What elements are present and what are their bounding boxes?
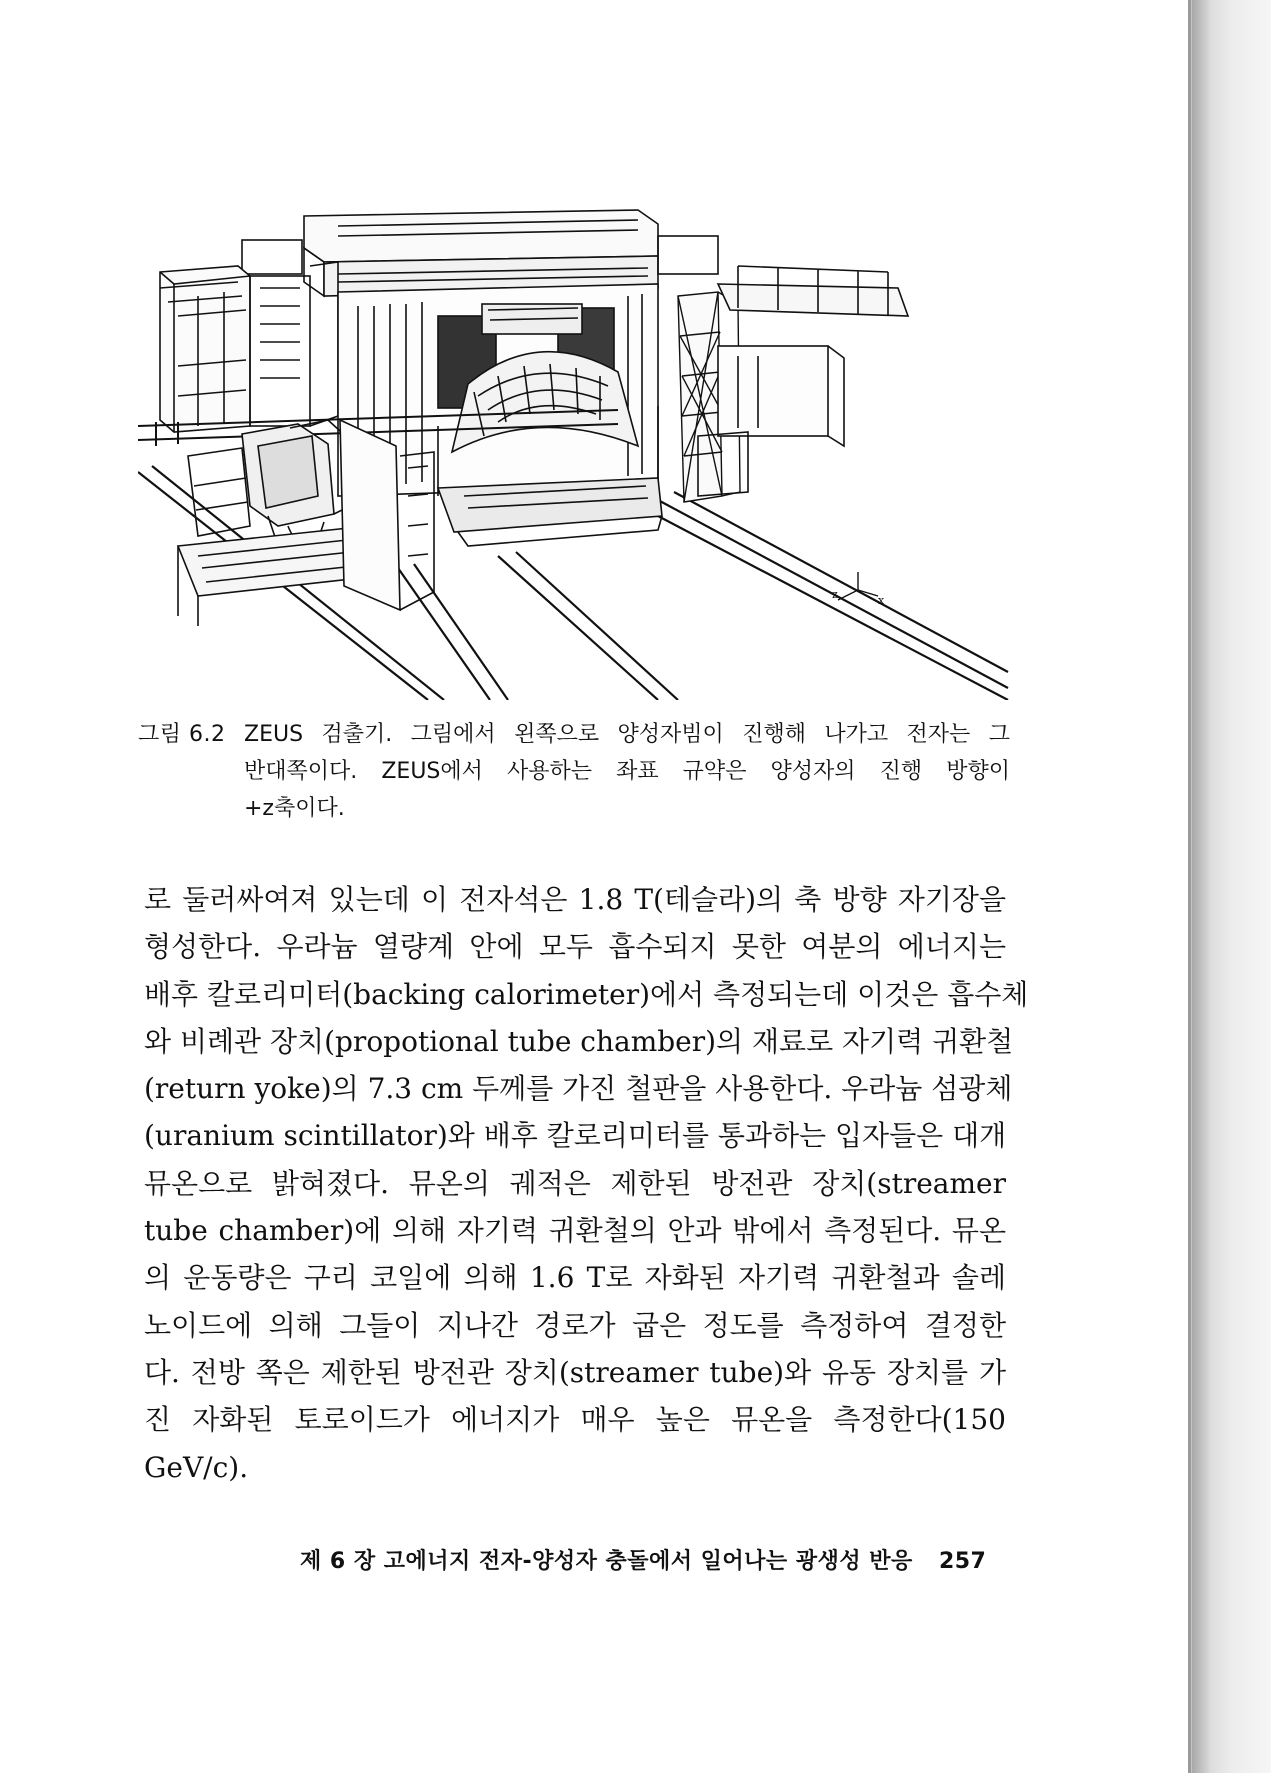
caption-line: 반대쪽이다. ZEUS에서 사용하는 좌표 규약은 양성자의 진행 방향이 [244,759,1010,784]
upper-yoke [242,210,718,296]
coordinate-axes [832,572,885,607]
body-line: GeV/c). [144,1450,249,1484]
page-binding-shadow [1192,0,1210,1773]
right-platform [698,266,908,496]
axis-z-label: z [832,588,838,601]
zeus-detector-figure [138,196,1010,700]
axis-x-label: x [878,594,885,607]
body-line: 와 비례관 장치(propotional tube chamber)의 재료로 자기력 귀환철 [144,1024,1014,1058]
body-line: 뮤온으로 밝혀졌다. 뮤온의 궤적은 제한된 방전관 장치(streamer [144,1166,1006,1200]
body-line: 형성한다. 우라늄 열량계 안에 모두 흡수되지 못한 여분의 에너지는 [144,930,1006,964]
caption-label: 그림 6.2 [138,722,226,747]
body-line: 의 운동량은 구리 코일에 의해 1.6 T로 자화된 자기력 귀환철과 솔레 [144,1261,1006,1295]
body-line: 다. 전방 쪽은 제한된 방전관 장치(streamer tube)와 유동 장치를 가 [144,1355,1006,1389]
body-line: (return yoke)의 7.3 cm 두께를 가진 철판을 사용한다. 우라늄 섬광체 [144,1072,1013,1106]
chapter-title: 제 6 장 고에너지 전자-양성자 충돌에서 일어나는 광생성 반응 [300,1549,913,1574]
body-line: (uranium scintillator)와 배후 칼로리미터를 통과하는 입자들은 대개 [144,1119,1007,1153]
body-line: 로 둘러싸여져 있는데 이 전자석은 1.8 T(테슬라)의 축 방향 자기장을 [144,883,1006,916]
body-line: 진 자화된 토로이드가 에너지가 매우 높은 뮤온을 측정한다(150 [144,1403,1006,1437]
running-footer [300,1544,987,1575]
body-line: 노이드에 의해 그들이 지나간 경로가 굽은 정도를 측정하여 결정한 [144,1308,1006,1342]
caption-line: +z축이다. [244,796,345,821]
body-line: tube chamber)에 의해 자기력 귀환철의 안과 밖에서 측정된다. 뮤온 [144,1214,1006,1248]
caption-line: ZEUS 검출기. 그림에서 왼쪽으로 양성자빔이 진행해 나가고 전자는 그 [244,722,1010,747]
page-edge [1188,0,1191,1773]
zeus-detector-drawing-icon [138,196,1010,700]
page-number: 257 [938,1549,987,1574]
body-line: 배후 칼로리미터(backing calorimeter)에서 측정되는데 이것은 흡수체 [144,977,1029,1011]
body-paragraph [144,876,1029,1491]
